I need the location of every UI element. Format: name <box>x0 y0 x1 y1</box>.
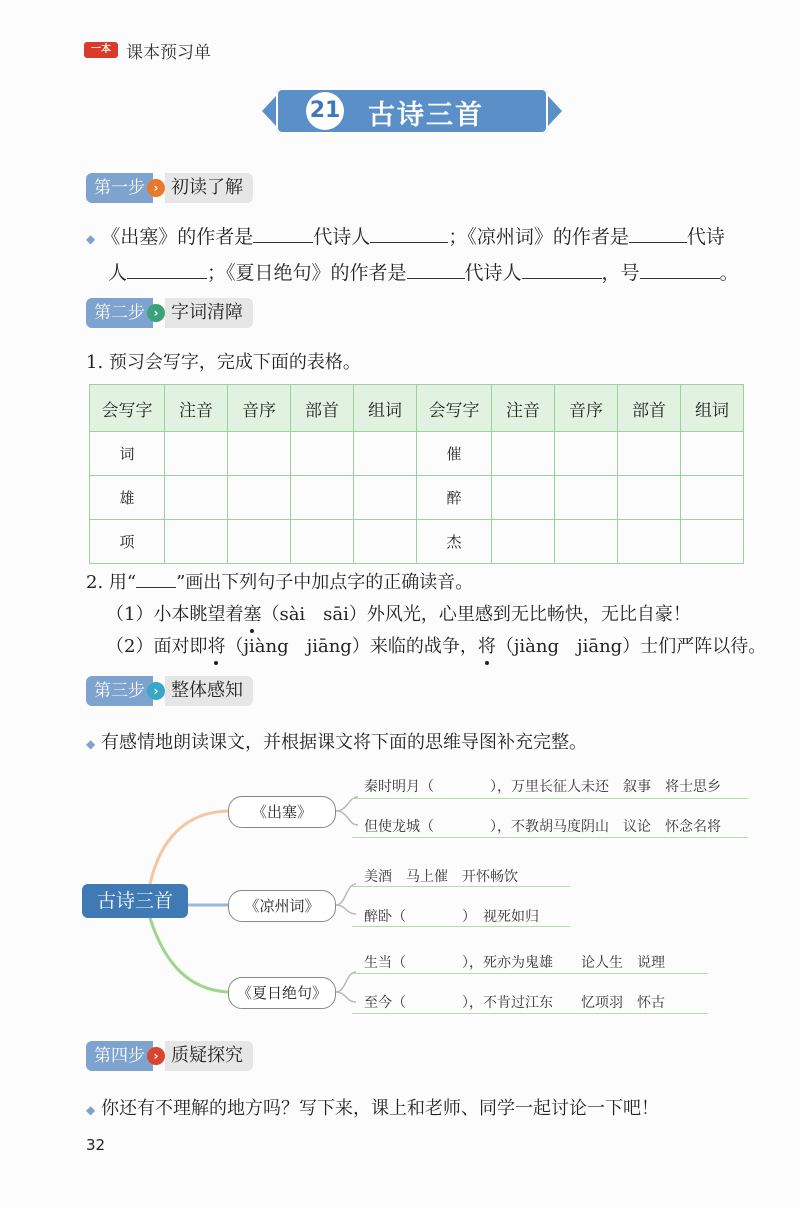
connector-line <box>336 992 356 1002</box>
table-header: 会写字 <box>417 385 492 432</box>
step4-instruction: ◆ 你还有不理解的地方吗？写下来，课上和老师、同学一起讨论一下吧！ <box>86 1098 659 1119</box>
table-header: 注音 <box>165 385 228 432</box>
leaf-text: 秦时明月（ ），万里长征人未还 叙事 将士思乡 <box>364 779 721 795</box>
step1-line1: ◆ 《出塞》的作者是 代诗人 ；《凉州词》的作者是 代诗 <box>86 226 725 248</box>
table-header: 组词 <box>681 385 744 432</box>
chevron-right-icon: › <box>147 682 165 700</box>
step1-line2: 人 ；《夏日绝句》的作者是 代诗人 ，号 。 <box>108 262 739 284</box>
chevron-right-icon: › <box>147 304 165 322</box>
step4-label: 第四步 <box>86 1041 153 1071</box>
connector-line <box>336 972 356 992</box>
step4-name: 质疑探究 <box>165 1041 253 1071</box>
leaf-text: 至今（ ），不肯过江东 忆项羽 怀古 <box>364 995 665 1011</box>
step1-label: 第一步 <box>86 173 153 203</box>
table-header: 注音 <box>492 385 555 432</box>
branch-chusai: 《出塞》 <box>228 796 336 828</box>
step3-instruction: ◆ 有感情地朗读课文，并根据课文将下面的思维导图补充完整。 <box>86 732 587 753</box>
page-number: 32 <box>86 1136 106 1154</box>
sentence-2: （2）面对即将（jiàng jiāng）来临的战争，将（jiàng jiāng）士们严阵以待。 <box>106 636 767 657</box>
connector-line <box>336 884 356 905</box>
task1-text: 1. 预习会写字，完成下面的表格。 <box>86 352 361 373</box>
step1-name: 初读了解 <box>165 173 253 203</box>
table-cell: 醉 <box>417 476 492 520</box>
table-header: 会写字 <box>90 385 165 432</box>
sentence-1: （1）小本眺望着塞（sài sāi）外风光，心里感到无比畅快，无比自豪！ <box>106 604 691 625</box>
leaf-underline <box>352 926 570 927</box>
leaf-text: 但使龙城（ ），不教胡马度阴山 议论 怀念名将 <box>364 819 721 835</box>
leaf-underline <box>352 886 570 887</box>
leaf-underline <box>352 973 708 974</box>
brand-tag: 一本 <box>84 42 118 58</box>
table-header: 音序 <box>555 385 618 432</box>
lesson-number: 21 <box>306 92 344 130</box>
table-cell: 催 <box>417 432 492 476</box>
branch-xiarijueju: 《夏日绝句》 <box>228 977 336 1009</box>
leaf-text: 生当（ ），死亦为鬼雄 论人生 说理 <box>364 955 665 971</box>
mindmap-center: 古诗三首 <box>82 884 188 918</box>
table-header: 组词 <box>354 385 417 432</box>
leaf-text: 醉卧（ ） 视死如归 <box>364 909 539 925</box>
connector-line <box>150 918 228 992</box>
diamond-bullet-icon: ◆ <box>86 1103 96 1117</box>
leaf-text: 美酒 马上催 开怀畅饮 <box>364 869 518 885</box>
table-cell: 杰 <box>417 520 492 564</box>
diamond-bullet-icon: ◆ <box>86 232 96 246</box>
dotted-character: 将 <box>207 636 226 657</box>
table-cell: 词 <box>90 432 165 476</box>
leaf-underline <box>352 798 748 799</box>
header-title: 课本预习单 <box>126 43 211 63</box>
dotted-character: 塞 <box>243 604 262 625</box>
step2-name: 字词清障 <box>165 298 253 328</box>
table-header: 部首 <box>291 385 354 432</box>
task2-text: 2. 用“ ”画出下列句子中加点字的正确读音。 <box>86 572 474 593</box>
step3-name: 整体感知 <box>165 676 253 706</box>
leaf-underline <box>352 1013 708 1014</box>
connector-line <box>336 811 358 825</box>
connector-line <box>150 811 228 884</box>
table-header: 音序 <box>228 385 291 432</box>
connector-line <box>336 905 356 914</box>
step3-label: 第三步 <box>86 676 153 706</box>
table-cell: 项 <box>90 520 165 564</box>
step2-label: 第二步 <box>86 298 153 328</box>
table-cell: 雄 <box>90 476 165 520</box>
leaf-underline <box>352 837 748 838</box>
diamond-bullet-icon: ◆ <box>86 737 96 751</box>
branch-liangzhouci: 《凉州词》 <box>228 890 336 922</box>
step4-heading <box>86 1041 253 1071</box>
table-header: 部首 <box>618 385 681 432</box>
connector-line <box>336 797 358 811</box>
chevron-right-icon: › <box>147 179 165 197</box>
lesson-title: 古诗三首 <box>368 100 484 131</box>
chevron-right-icon: › <box>147 1047 165 1065</box>
dotted-character: 将 <box>477 636 496 657</box>
